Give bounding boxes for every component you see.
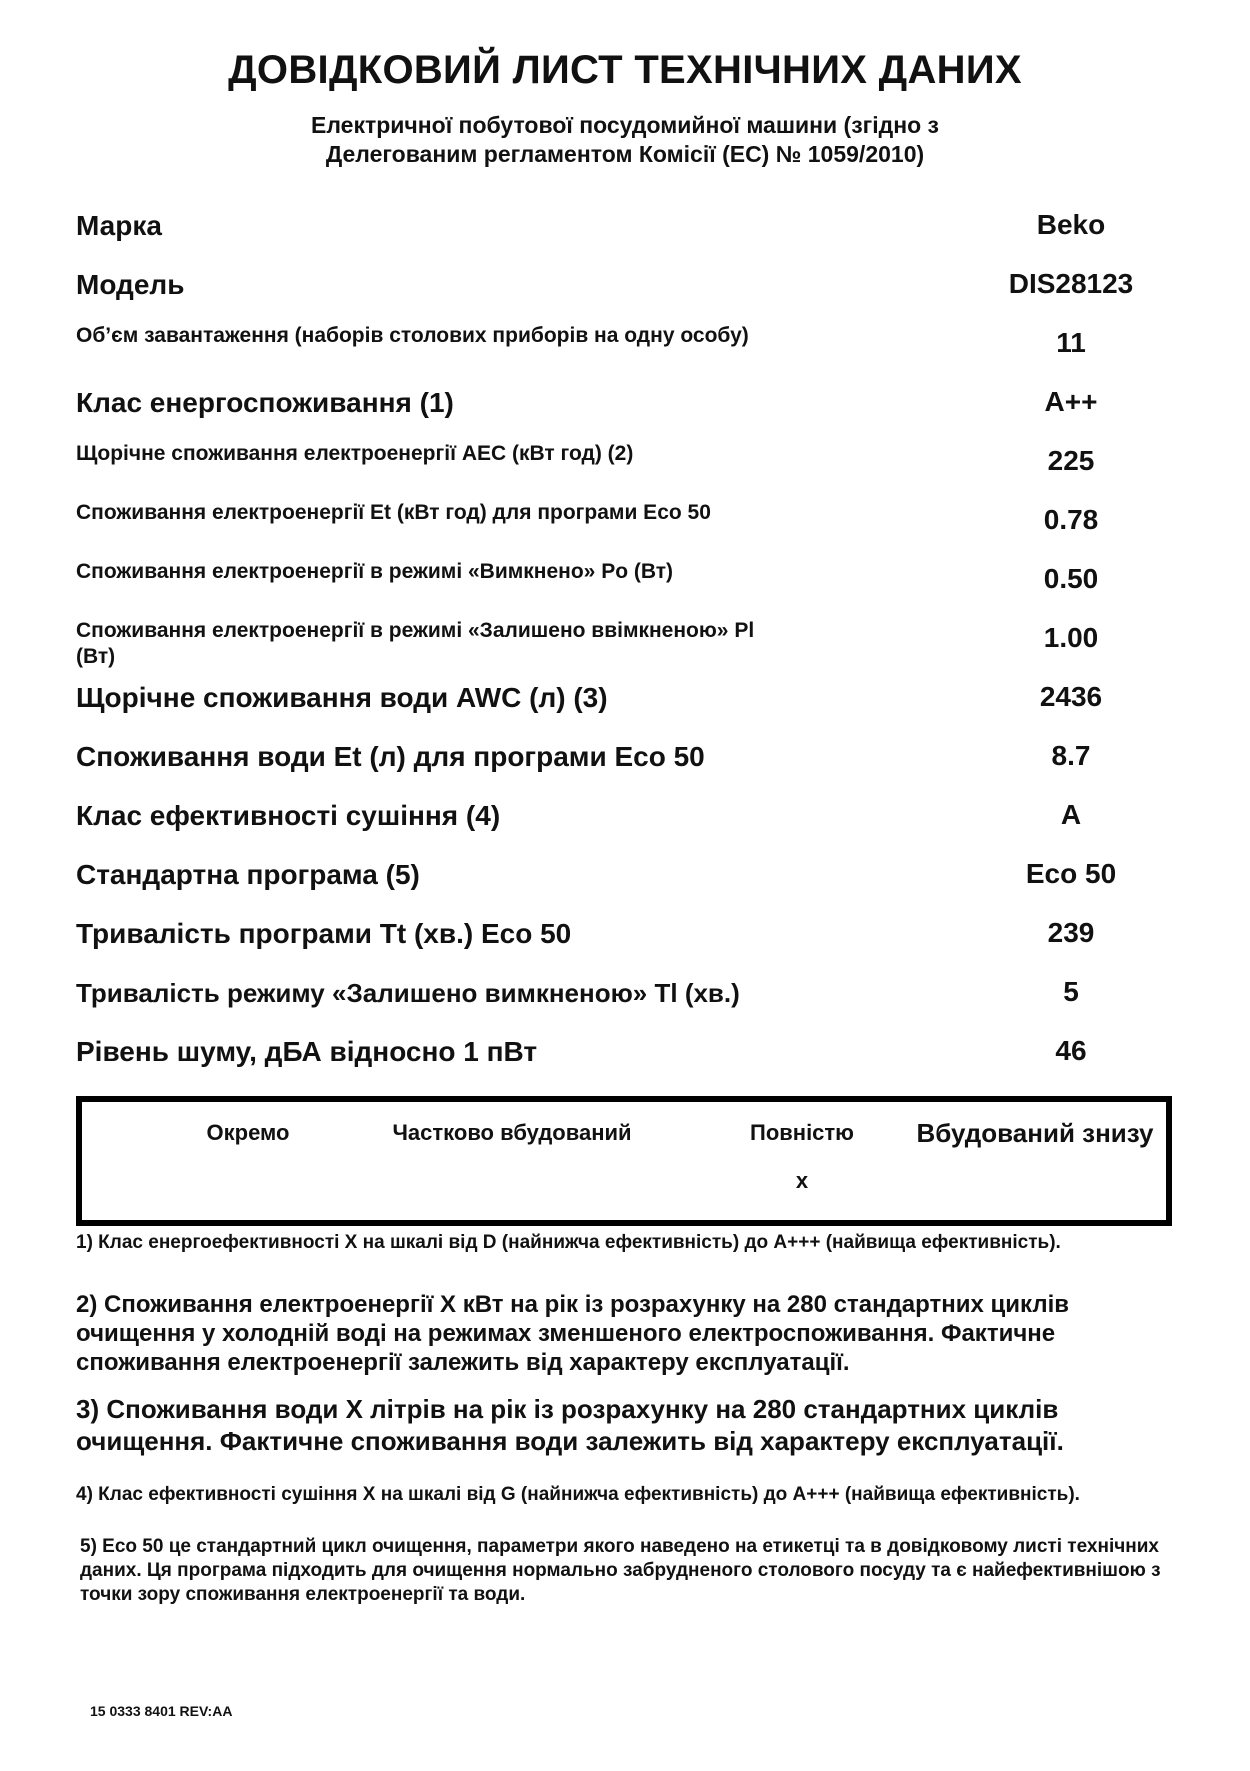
installation-type-box xyxy=(76,1096,1172,1226)
spec-label: Клас ефективності сушіння (4) xyxy=(76,800,501,831)
spec-value: A++ xyxy=(1044,386,1098,417)
spec-label: Споживання електроенергії в режимі «Вимкнено» Po (Вт) xyxy=(76,560,674,583)
footnote-3: 3) Споживання води Х літрів на рік із розрахунку на 280 стандартних циклів очищення. Фактичне споживання води залежить від характеру експлуатації. xyxy=(76,1394,1064,1456)
spec-value: A xyxy=(1060,799,1082,830)
spec-value: Eco 50 xyxy=(1025,858,1117,889)
spec-label: Споживання електроенергії Et (кВт год) для програми Eco 50 xyxy=(76,501,711,524)
subtitle-line-2: Делегованим регламентом Комісії (ЕС) № 1059/2010) xyxy=(325,141,925,167)
spec-label: Щорічне споживання води AWC (л) (3) xyxy=(76,682,608,713)
install-selected-mark: x xyxy=(795,1168,809,1193)
spec-row-brand xyxy=(76,197,1176,256)
subtitle-line-1: Електричної побутової посудомийної машини (згідно з xyxy=(311,112,939,138)
spec-value: 8.7 xyxy=(1051,740,1091,771)
spec-label: Рівень шуму, дБА відносно 1 пВт xyxy=(76,1036,538,1067)
spec-row-aec xyxy=(76,433,1176,492)
spec-value: DIS28123 xyxy=(1008,268,1134,299)
spec-label: Тривалість режиму «Залишено вимкненою» Tl (хв.) xyxy=(76,978,740,1008)
install-partially-built-in: Частково вбудований xyxy=(392,1120,632,1145)
spec-value: 5 xyxy=(1063,976,1079,1007)
spec-row-noise xyxy=(76,1023,1176,1082)
spec-value: 46 xyxy=(1055,1035,1087,1066)
spec-label: Стандартна програма (5) xyxy=(76,859,420,890)
spec-row-po xyxy=(76,551,1176,610)
footnote-1: 1) Клас енергоефективності Х на шкалі від D (найнижча ефективність) до А+++ (найвища ефективність). xyxy=(76,1232,1061,1253)
footnote-5: 5) Eco 50 це стандартний цикл очищення, параметри якого наведено на етикетці та в довідковому листі технічних даних. Ця програма підходить для очищення нормально забрудненого столового посуду та є найефективнішою з точки зору споживання електроенергії та води. xyxy=(80,1536,1161,1605)
footnote-4: 4) Клас ефективності сушіння Х на шкалі від G (найнижча ефективність) до А+++ (найвища ефективність). xyxy=(76,1484,1080,1505)
document-code: 15 0333 8401 REV:AA xyxy=(90,1703,233,1719)
document-subtitle xyxy=(0,111,1250,169)
document-title: ДОВІДКОВИЙ ЛИСТ ТЕХНІЧНИХ ДАНИХ xyxy=(228,48,1022,92)
spec-label: Марка xyxy=(76,210,162,241)
spec-label: Споживання води Et (л) для програми Eco 50 xyxy=(76,741,705,772)
spec-label: Об’єм завантаження (наборів столових приборів на одну особу) xyxy=(76,324,749,347)
spec-label: Тривалість програми Tt (хв.) Eco 50 xyxy=(76,918,572,949)
spec-value: 0.78 xyxy=(1043,504,1099,535)
spec-row-left-on-duration xyxy=(76,964,1176,1023)
footnote-2: 2) Споживання електроенергії Х кВт на рік із розрахунку на 280 стандартних циклів очищення у холодній воді на режимах зменшеного електроспоживання. Фактичне споживання електроенергії залежить від характеру експлуатації. xyxy=(76,1291,1069,1376)
install-built-under: Вбудований знизу xyxy=(916,1118,1154,1148)
spec-list xyxy=(76,197,1176,1082)
spec-row-et xyxy=(76,492,1176,551)
install-fully-built-in: Повністю xyxy=(750,1120,854,1145)
spec-value: Beko xyxy=(1036,209,1106,240)
spec-value: 11 xyxy=(1056,327,1086,358)
spec-value: 239 xyxy=(1047,917,1095,948)
install-freestanding: Окремо xyxy=(206,1120,290,1145)
spec-row-model xyxy=(76,256,1176,315)
spec-row-pl xyxy=(76,610,1176,669)
spec-row-awc xyxy=(76,669,1176,728)
spec-row-water-et xyxy=(76,728,1176,787)
spec-label: Щорічне споживання електроенергії AEC (кВт год) (2) xyxy=(76,442,634,465)
spec-value: 2436 xyxy=(1039,681,1103,712)
spec-row-drying-class xyxy=(76,787,1176,846)
spec-label: Клас енергоспоживання (1) xyxy=(76,387,454,418)
spec-value: 0.50 xyxy=(1043,563,1099,594)
spec-row-standard-program xyxy=(76,846,1176,905)
spec-row-capacity xyxy=(76,315,1176,374)
spec-label: Споживання електроенергії в режимі «Залишено ввімкненою» Pl (Вт) xyxy=(76,619,755,668)
spec-label: Модель xyxy=(76,269,185,300)
spec-row-program-duration xyxy=(76,905,1176,964)
spec-value: 225 xyxy=(1047,445,1095,476)
spec-value: 1.00 xyxy=(1043,622,1099,653)
spec-row-energy-class xyxy=(76,374,1176,433)
